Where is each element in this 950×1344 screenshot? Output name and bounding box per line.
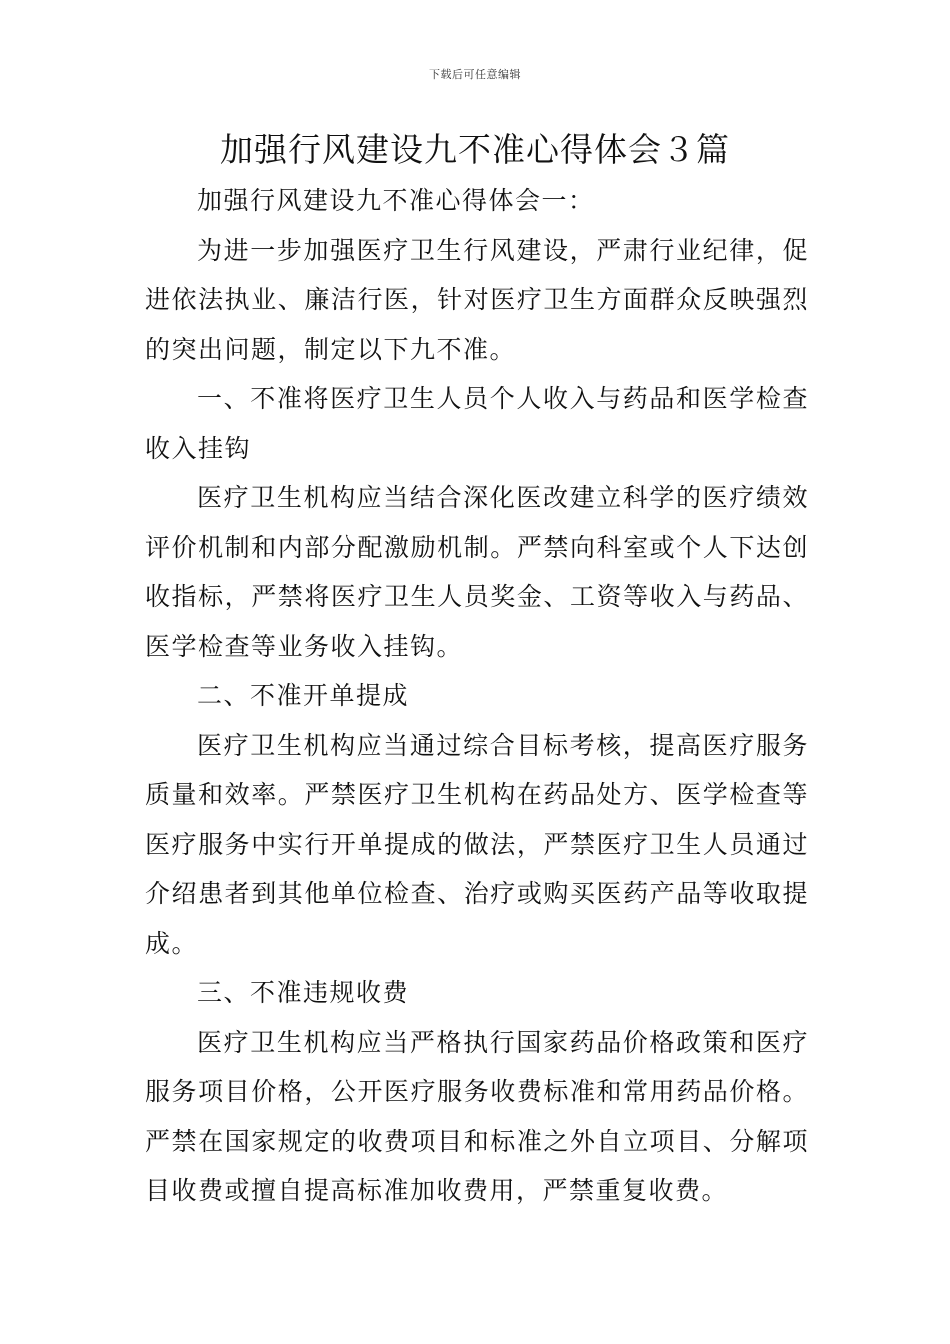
section-heading-1: 一、不准将医疗卫生人员个人收入与药品和医学检查收入挂钩 [145,384,809,463]
paragraph-intro: 为进一步加强医疗卫生行风建设，严肃行业纪律，促进依法执业、廉洁行医，针对医疗卫生方面群众反映强烈的突出问题，制定以下九不准。 [145,235,809,364]
paragraph-intro-heading: 加强行风建设九不准心得体会一： [197,186,595,215]
section-body-2: 医疗卫生机构应当通过综合目标考核，提高医疗服务质量和效率。严禁医疗卫生机构在药品处方、医学检查等医疗服务中实行开单提成的做法，严禁医疗卫生人员通过介绍患者到其他单位检查、治疗或购买医药产品等收取提成。 [145,730,809,958]
document-title: 加强行风建设九不准心得体会３篇 [220,130,730,169]
document-body [145,176,809,1216]
section-body-3: 医疗卫生机构应当严格执行国家药品价格政策和医疗服务项目价格，公开医疗服务收费标准和常用药品价格。严禁在国家规定的收费项目和标准之外自立项目、分解项目收费或擅自提高标准加收费用，严禁重复收费。 [145,1027,809,1205]
section-heading-3: 三、不准违规收费 [197,978,410,1007]
section-heading-2: 二、不准开单提成 [197,681,410,710]
section-body-1: 医疗卫生机构应当结合深化医改建立科学的医疗绩效评价机制和内部分配激励机制。严禁向科室或个人下达创收指标，严禁将医疗卫生人员奖金、工资等收入与药品、医学检查等业务收入挂钩。 [145,483,809,661]
header-note: 下载后可任意编辑 [429,68,521,81]
